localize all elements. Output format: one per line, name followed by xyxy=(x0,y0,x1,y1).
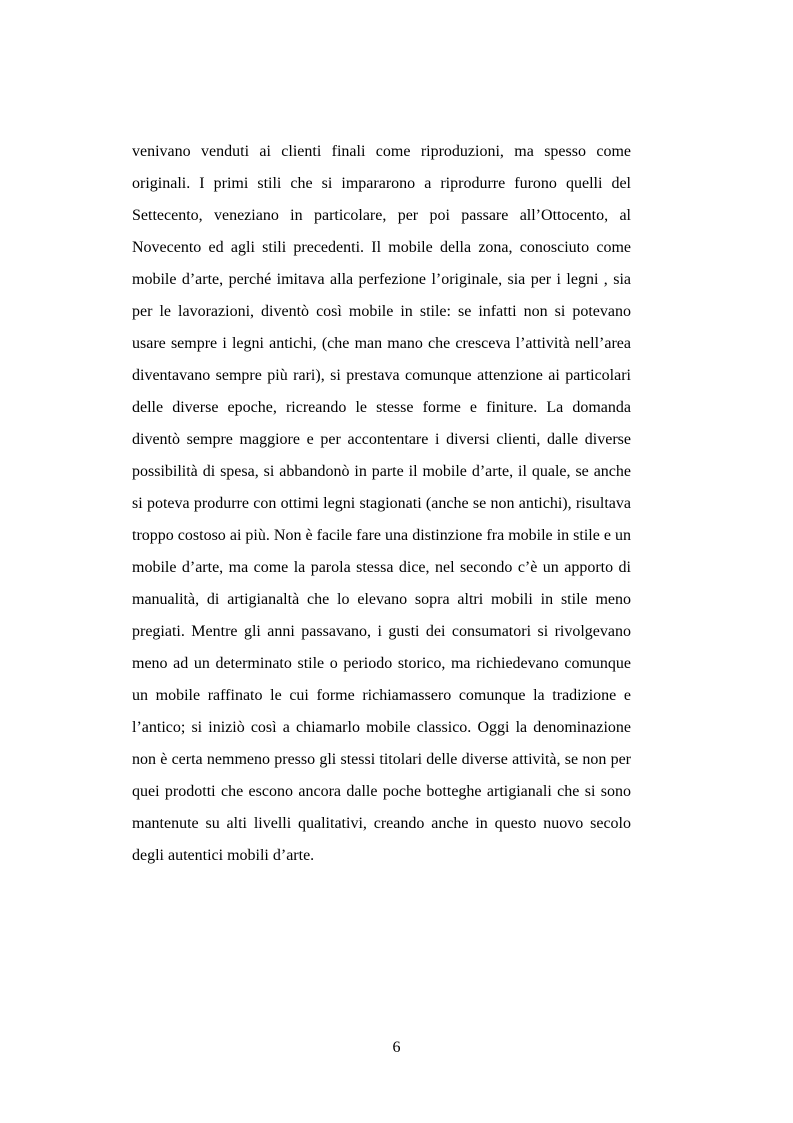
text-line: l’antico; si iniziò così a chiamarlo mobile classico. Oggi la denominazione xyxy=(132,719,631,736)
text-line: possibilità di spesa, si abbandonò in parte il mobile d’arte, il quale, se anche xyxy=(132,463,631,480)
text-line: troppo costoso ai più. Non è facile fare una distinzione fra mobile in stile e un xyxy=(132,527,631,544)
text-line: mantenute su alti livelli qualitativi, creando anche in questo nuovo secolo xyxy=(132,815,631,832)
text-line: Settecento, veneziano in particolare, per poi passare all’Ottocento, al xyxy=(132,207,631,224)
text-line: diventò sempre maggiore e per accontentare i diversi clienti, dalle diverse xyxy=(132,431,631,448)
text-line: degli autentici mobili d’arte. xyxy=(132,847,315,864)
text-line: delle diverse epoche, ricreando le stesse forme e finiture. La domanda xyxy=(132,399,631,416)
text-line: diventavano sempre più rari), si prestava comunque attenzione ai particolari xyxy=(132,367,631,384)
body-paragraph xyxy=(132,136,631,872)
text-line: meno ad un determinato stile o periodo storico, ma richiedevano comunque xyxy=(132,655,631,672)
text-line: non è certa nemmeno presso gli stessi titolari delle diverse attività, se non per xyxy=(132,751,631,768)
text-line: venivano venduti ai clienti finali come riproduzioni, ma spesso come xyxy=(132,143,631,160)
text-line: si poteva produrre con ottimi legni stagionati (anche se non antichi), risultava xyxy=(132,495,631,512)
text-line: usare sempre i legni antichi, (che man mano che cresceva l’attività nell’area xyxy=(132,335,631,352)
text-line: mobile d’arte, ma come la parola stessa dice, nel secondo c’è un apporto di xyxy=(132,559,631,576)
page-number: 6 xyxy=(392,1039,401,1056)
text-line: manualità, di artigianaltà che lo elevano sopra altri mobili in stile meno xyxy=(132,591,631,608)
text-line: mobile d’arte, perché imitava alla perfezione l’originale, sia per i legni , sia xyxy=(132,271,631,288)
text-line: quei prodotti che escono ancora dalle poche botteghe artigianali che si sono xyxy=(132,783,631,800)
text-line: pregiati. Mentre gli anni passavano, i gusti dei consumatori si rivolgevano xyxy=(132,623,631,640)
text-line: originali. I primi stili che si impararono a riprodurre furono quelli del xyxy=(132,175,631,192)
text-line: per le lavorazioni, diventò così mobile in stile: se infatti non si potevano xyxy=(132,303,631,320)
text-line: Novecento ed agli stili precedenti. Il mobile della zona, conosciuto come xyxy=(132,239,631,256)
text-line: un mobile raffinato le cui forme richiamassero comunque la tradizione e xyxy=(132,687,631,704)
